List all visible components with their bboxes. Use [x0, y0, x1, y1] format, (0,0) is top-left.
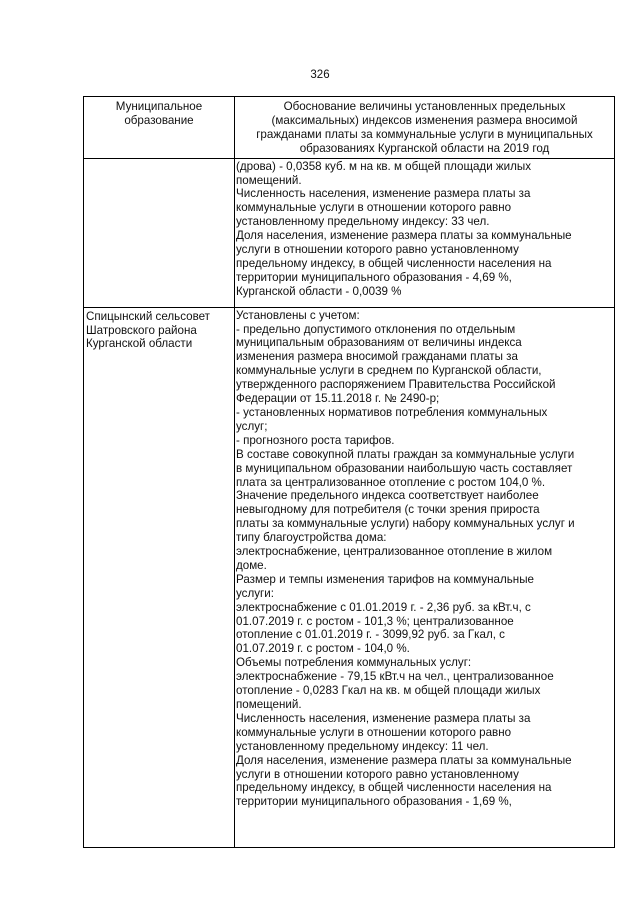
text-line: Размер и темпы изменения тарифов на коммунальные: [236, 572, 534, 586]
text-line: территории муниципального образования - 1,69 %,: [236, 795, 512, 809]
text-line: услуги в отношении которого равно установленному: [236, 243, 519, 257]
text-line: платы за коммунальные услуги) набору коммунальных услуг и: [236, 517, 575, 531]
text-line: Муниципальное: [115, 100, 203, 113]
page-number: 326: [310, 69, 330, 81]
text-line: 01.07.2019 г. с ростом - 104,0 %.: [236, 642, 410, 656]
text-line: Численность населения, изменение размера платы за: [236, 187, 531, 201]
text-line: помещений.: [236, 173, 302, 187]
justification-cell: [235, 158, 615, 307]
text-line: доме.: [236, 558, 267, 572]
text-line: (максимальных) индексов изменения размера вносимой: [271, 113, 578, 127]
text-line: Численность населения, изменение размера платы за: [236, 711, 531, 725]
text-line: - установленных нормативов потребления коммунальных: [236, 405, 548, 419]
text-line: Доля населения, изменение размера платы за коммунальные: [236, 229, 572, 243]
text-line: (дрова) - 0,0358 куб. м на кв. м общей площади жилых: [236, 159, 532, 173]
text-line: услуги:: [236, 586, 274, 600]
municipality-cell: [84, 158, 235, 307]
text-line: коммунальные услуги в отношении которого равно: [236, 201, 512, 215]
header-municipality: [84, 97, 235, 159]
text-line: Федерации от 15.11.2018 г. № 2490-р;: [236, 392, 440, 406]
text-line: отопление с 01.01.2019 г. - 3099,92 руб. за Гкал, с: [236, 628, 505, 642]
text-line: в муниципальном образовании наибольшую часть составляет: [236, 461, 573, 475]
text-line: невыгодному для потребителя (с точки зрения прироста: [236, 503, 540, 517]
text-line: гражданами платы за коммунальные услуги в муниципальных: [256, 127, 593, 141]
text-line: коммунальные услуги в отношении которого равно: [236, 725, 512, 739]
text-line: коммунальные услуги в среднем по Курганской области,: [236, 364, 542, 378]
text-line: образование: [124, 113, 194, 127]
text-line: услуг;: [236, 419, 268, 433]
text-line: помещений.: [236, 698, 302, 711]
text-line: Спицынский сельсовет: [86, 309, 210, 323]
text-line: электроснабжение, централизованное отопление в жилом: [236, 545, 553, 559]
text-line: Установлены с учетом:: [236, 308, 360, 322]
text-line: изменения размера вносимой гражданами платы за: [236, 350, 518, 364]
text-line: установленному предельному индексу: 11 чел.: [236, 739, 489, 753]
justification-table: [83, 96, 615, 848]
text-line: предельному индексу, в общей численности населения на: [236, 781, 552, 795]
text-line: Значение предельного индекса соответствует наиболее: [236, 489, 539, 503]
text-line: территории муниципального образования - 4,69 %,: [236, 270, 512, 284]
text-line: утвержденного распоряжением Правительства Российской: [236, 378, 556, 392]
table-row: [84, 158, 615, 307]
text-line: плата за централизованное отопление с ростом 104,0 %.: [236, 475, 546, 489]
table-row: [84, 307, 615, 847]
text-line: типу благоустройства дома:: [236, 531, 387, 545]
text-line: установленному предельному индексу: 33 чел.: [236, 215, 490, 229]
text-line: Курганской области - 0,0039 %: [236, 284, 402, 298]
text-line: муниципальным образованиям от величины индекса: [236, 336, 522, 350]
text-line: электроснабжение с 01.01.2019 г. - 2,36 руб. за кВт.ч, с: [236, 600, 531, 614]
text-line: Объемы потребления коммунальных услуг:: [236, 656, 472, 670]
text-line: В составе совокупной платы граждан за коммунальные услуги: [236, 447, 575, 461]
header-justification: [235, 97, 615, 159]
text-line: - прогнозного роста тарифов.: [236, 433, 395, 447]
text-line: Шатровского района: [86, 323, 197, 337]
justification-cell: [235, 307, 615, 847]
text-line: образованиях Курганской области на 2019 год: [299, 141, 550, 155]
text-line: электроснабжение - 79,15 кВт.ч на чел., централизованное: [236, 670, 554, 684]
municipality-cell: [84, 307, 235, 847]
text-line: Обоснование величины установленных предельных: [283, 100, 566, 113]
text-line: услуги в отношении которого равно установленному: [236, 767, 519, 781]
text-line: Курганской области: [86, 337, 193, 351]
table-header-row: [84, 97, 615, 159]
text-line: отопление - 0,0283 Гкал на кв. м общей площади жилых: [236, 684, 541, 698]
text-line: - предельно допустимого отклонения по отдельным: [236, 322, 516, 336]
text-line: 01.07.2019 г. с ростом - 101,3 %; централизованное: [236, 614, 514, 628]
text-line: Доля населения, изменение размера платы за коммунальные: [236, 753, 572, 767]
text-line: предельному индексу, в общей численности населения на: [236, 256, 552, 270]
